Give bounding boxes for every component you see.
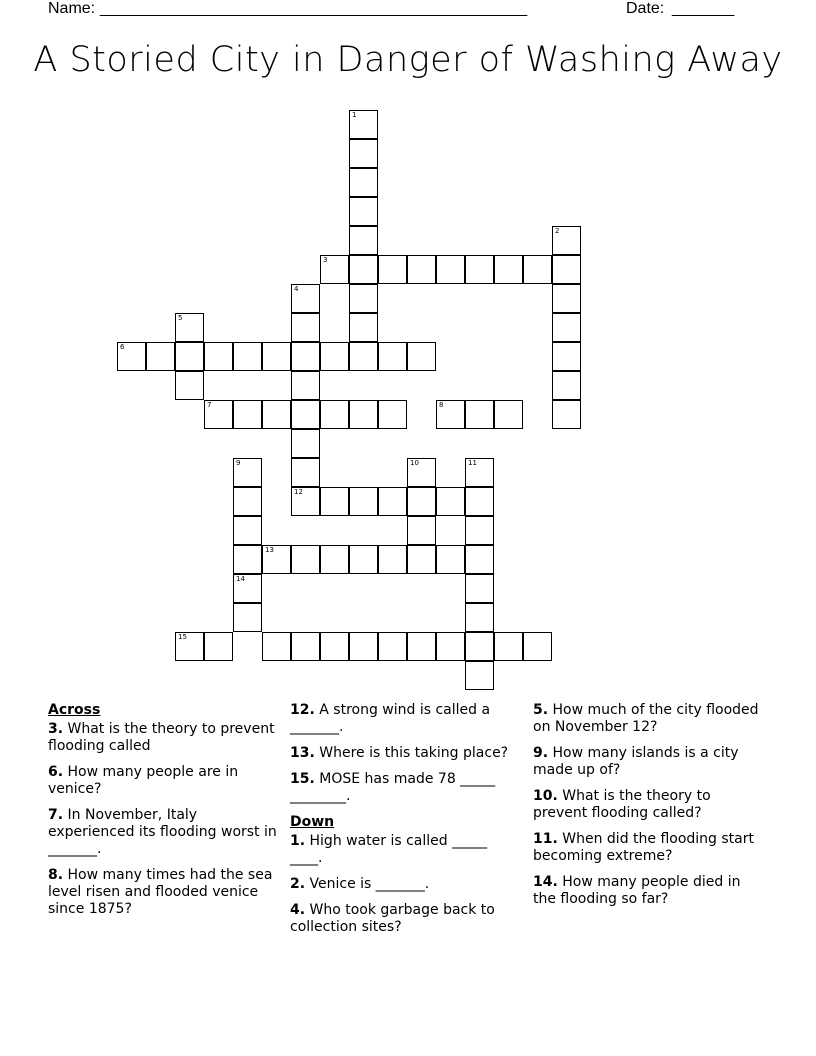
grid-cell[interactable] [349,400,378,429]
grid-cell[interactable] [378,400,407,429]
grid-cell[interactable] [552,255,581,284]
clue-number: 4 [294,285,299,293]
grid-cell[interactable] [233,458,262,487]
grid-cell[interactable] [349,545,378,574]
clue-number: 11 [468,459,477,467]
grid-cell[interactable] [204,400,233,429]
grid-cell[interactable] [291,545,320,574]
grid-cell[interactable] [465,574,494,603]
grid-cell[interactable] [320,545,349,574]
clue-across-15: 15. MOSE has made 78 _____ ________. [290,771,496,804]
grid-cell[interactable] [465,516,494,545]
grid-cell[interactable] [465,458,494,487]
grid-cell[interactable] [320,255,349,284]
grid-cell[interactable] [349,226,378,255]
grid-cell[interactable] [175,632,204,661]
grid-cell[interactable] [436,487,465,516]
grid-cell[interactable] [262,400,291,429]
grid-cell[interactable] [349,139,378,168]
grid-cell[interactable] [291,632,320,661]
grid-cell[interactable] [175,313,204,342]
grid-cell[interactable] [349,110,378,139]
grid-cell[interactable] [407,487,436,516]
grid-cell[interactable] [349,313,378,342]
grid-cell[interactable] [175,342,204,371]
grid-cell[interactable] [320,400,349,429]
clue-down-4: 4. Who took garbage back to collection sites? [290,902,495,935]
grid-cell[interactable] [494,632,523,661]
grid-cell[interactable] [552,342,581,371]
name-label: Name: [48,0,96,17]
grid-cell[interactable] [552,371,581,400]
clue-across-12: 12. A strong wind is called a _______. [290,702,491,735]
clue-number: 12 [294,488,303,496]
clue-across-7: 7. In November, Italy experienced its flooding worst in _______. [48,807,277,857]
grid-cell[interactable] [349,632,378,661]
grid-cell[interactable] [291,371,320,400]
grid-cell[interactable] [291,342,320,371]
grid-cell[interactable] [552,400,581,429]
grid-cell[interactable] [291,400,320,429]
grid-cell[interactable] [378,545,407,574]
grid-cell[interactable] [436,545,465,574]
clue-number: 6 [120,343,125,351]
grid-cell[interactable] [407,516,436,545]
grid-cell[interactable] [349,284,378,313]
grid-cell[interactable] [320,632,349,661]
grid-cell[interactable] [552,226,581,255]
grid-cell[interactable] [349,487,378,516]
grid-cell[interactable] [494,255,523,284]
grid-cell[interactable] [233,603,262,632]
grid-cell[interactable] [204,632,233,661]
grid-cell[interactable] [407,545,436,574]
grid-cell[interactable] [233,487,262,516]
grid-cell[interactable] [465,487,494,516]
grid-cell[interactable] [407,255,436,284]
grid-cell[interactable] [407,342,436,371]
grid-cell[interactable] [291,313,320,342]
clue-across-6: 6. How many people are in venice? [48,764,239,797]
grid-cell[interactable] [552,284,581,313]
clue-number: 2 [555,227,560,235]
grid-cell[interactable] [378,255,407,284]
clue-across-8: 8. How many times had the sea level risen and flooded venice since 1875? [48,867,273,917]
clue-column-1 [48,702,280,927]
clue-down-10: 10. What is the theory to prevent flooding called? [533,788,711,821]
across-heading: Across [48,702,101,718]
clue-number: 3 [323,256,328,264]
clue-number: 7 [207,401,212,409]
grid-cell[interactable] [378,487,407,516]
grid-cell[interactable] [320,342,349,371]
clue-down-9: 9. How many islands is a city made up of? [533,745,739,778]
grid-cell[interactable] [465,400,494,429]
clue-column-2 [290,702,522,945]
clue-number: 15 [178,633,187,641]
grid-cell[interactable] [233,400,262,429]
clue-number: 14 [236,575,245,583]
grid-cell[interactable] [233,574,262,603]
grid-cell[interactable] [233,516,262,545]
grid-cell[interactable] [291,458,320,487]
grid-cell[interactable] [233,342,262,371]
down-heading: Down [290,814,335,830]
grid-cell[interactable] [291,284,320,313]
grid-cell[interactable] [465,661,494,690]
grid-cell[interactable] [175,371,204,400]
grid-cell[interactable] [494,400,523,429]
clue-number: 13 [265,546,274,554]
clue-number: 9 [236,459,241,467]
grid-cell[interactable] [291,429,320,458]
grid-cell[interactable] [465,603,494,632]
date-label: Date: [626,0,665,17]
grid-cell[interactable] [378,342,407,371]
clue-number: 10 [410,459,419,467]
clue-down-11: 11. When did the flooding start becoming extreme? [533,831,754,864]
grid-cell[interactable] [233,545,262,574]
name-blank-line: ________________________________________________ [100,0,528,17]
clue-number: 5 [178,314,183,322]
grid-cell[interactable] [262,632,291,661]
clue-number: 8 [439,401,444,409]
date-blank-line: _______ [672,0,735,17]
grid-cell[interactable] [349,168,378,197]
grid-cell[interactable] [552,313,581,342]
grid-cell[interactable] [436,632,465,661]
grid-cell[interactable] [204,342,233,371]
grid-cell[interactable] [407,458,436,487]
grid-cell[interactable] [320,487,349,516]
grid-cell[interactable] [523,255,552,284]
grid-cell[interactable] [291,487,320,516]
grid-cell[interactable] [262,342,291,371]
grid-cell[interactable] [465,632,494,661]
clue-number: 1 [352,111,357,119]
grid-cell[interactable] [465,255,494,284]
clue-down-1: 1. High water is called _____ ____. [290,833,488,866]
grid-cell[interactable] [349,255,378,284]
grid-cell[interactable] [349,342,378,371]
clue-down-5: 5. How much of the city flooded on November 12? [533,702,759,735]
grid-cell[interactable] [436,400,465,429]
clue-column-3 [533,702,765,917]
grid-cell[interactable] [117,342,146,371]
clue-across-3: 3. What is the theory to prevent flooding called [48,721,275,754]
grid-cell[interactable] [436,255,465,284]
puzzle-title: A Storied City in Danger of Washing Away [33,40,783,80]
clue-down-2: 2. Venice is _______. [290,876,430,892]
grid-cell[interactable] [262,545,291,574]
grid-cell[interactable] [349,197,378,226]
grid-cell[interactable] [523,632,552,661]
grid-cell[interactable] [465,545,494,574]
clue-down-14: 14. How many people died in the flooding so far? [533,874,741,907]
grid-cell[interactable] [378,632,407,661]
grid-cell[interactable] [407,632,436,661]
clue-across-13: 13. Where is this taking place? [290,745,509,761]
grid-cell[interactable] [146,342,175,371]
